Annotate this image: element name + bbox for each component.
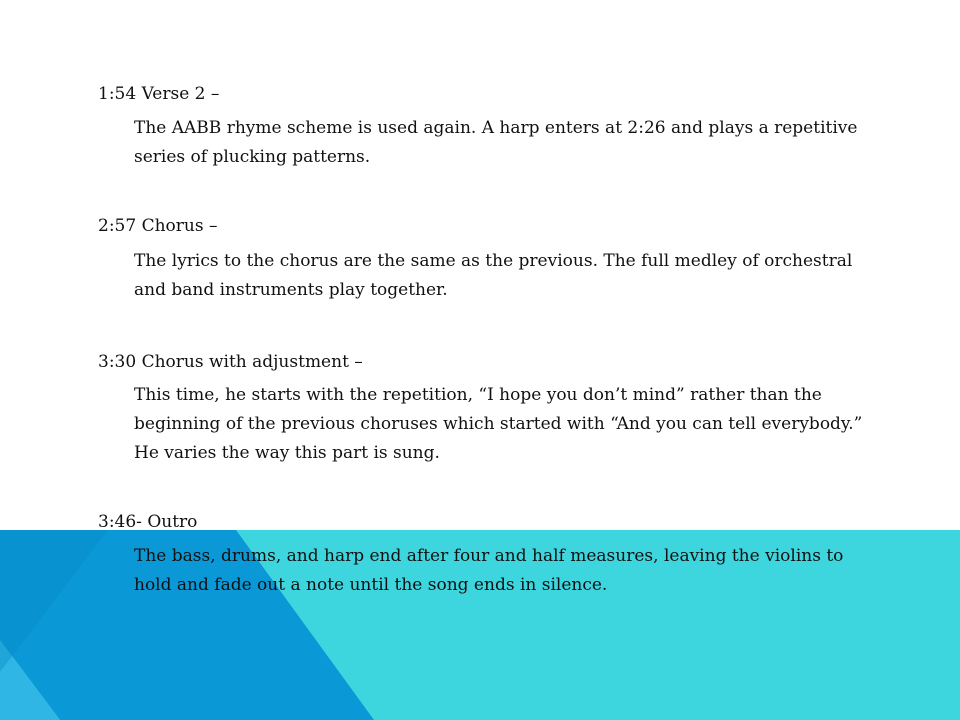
section-heading-chorus-adjustment: 3:30 Chorus with adjustment –	[98, 352, 363, 372]
section-body-verse-2: The AABB rhyme scheme is used again. A harp enters at 2:26 and plays a repetitive series of plucking patterns.	[134, 118, 858, 167]
section-body-outro: The bass, drums, and harp end after four and half measures, leaving the violins to hold and fade out a note until the song ends in silence.	[134, 546, 844, 595]
section-heading-verse-2: 1:54 Verse 2 –	[98, 84, 220, 104]
section-body-chorus-adjustment: This time, he starts with the repetition, “I hope you don’t mind” rather than the beginning of the previous choruses which started with “And you can tell everybody.” He varies the way this part is sung.	[134, 385, 863, 463]
section-heading-outro: 3:46- Outro	[98, 512, 198, 532]
section-body-chorus: The lyrics to the chorus are the same as the previous. The full medley of orchestral and band instruments play together.	[134, 251, 853, 300]
section-heading-chorus: 2:57 Chorus –	[98, 216, 218, 236]
